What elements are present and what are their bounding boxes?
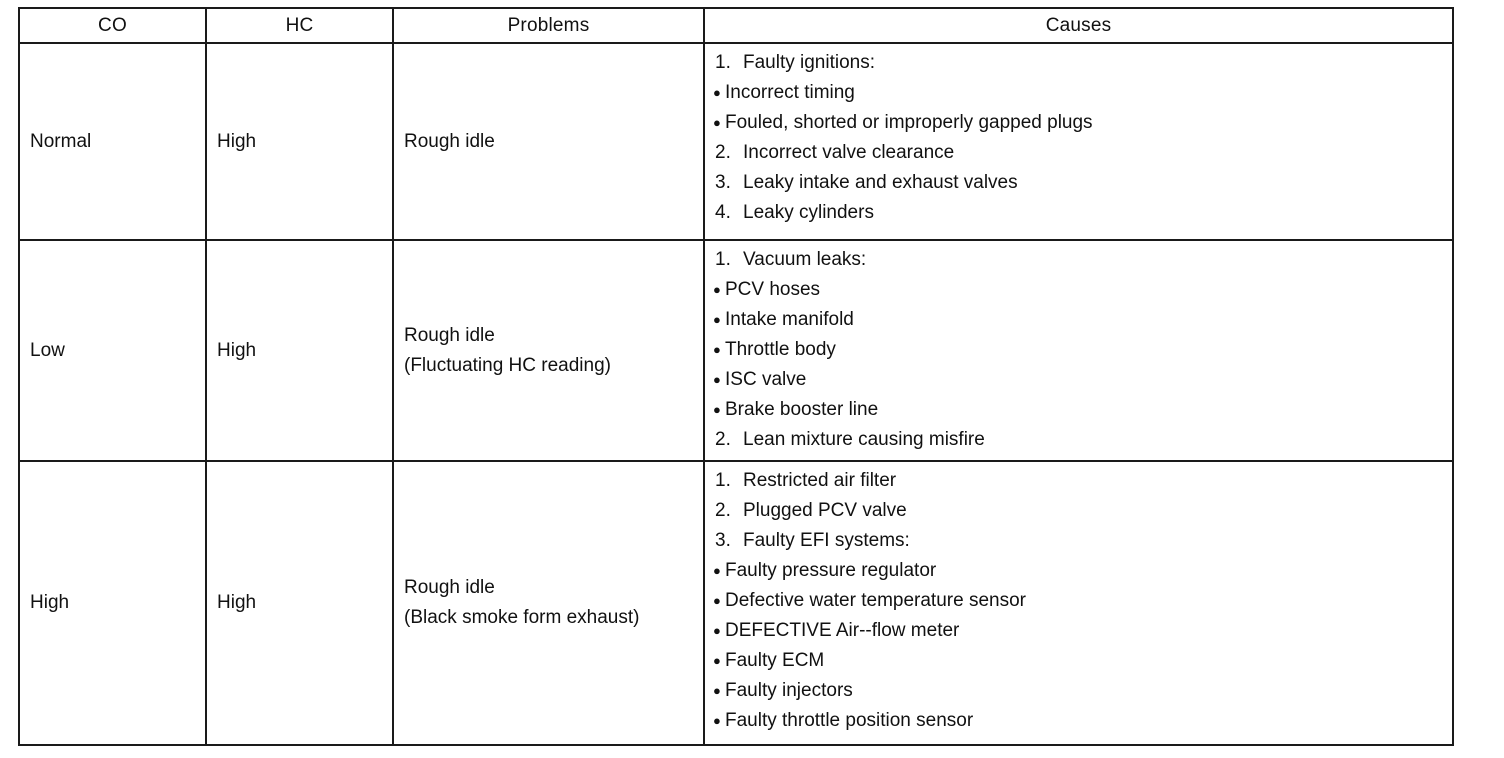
header-causes: Causes	[704, 8, 1453, 43]
cause-bullet-item	[713, 78, 1452, 108]
cause-number: 2.	[715, 142, 731, 163]
bullet-dot-icon: ●	[713, 623, 721, 638]
cause-bullet-item	[713, 616, 1452, 646]
cause-bullet-item	[713, 395, 1452, 425]
causes-cell	[704, 461, 1453, 745]
cause-bullet-item	[713, 305, 1452, 335]
header-row	[19, 8, 1453, 43]
cause-numbered-item	[713, 466, 1452, 496]
bullet-dot-icon: ●	[713, 85, 721, 100]
table-row	[19, 43, 1453, 240]
cause-text: DEFECTIVE Air--flow meter	[725, 620, 960, 641]
cause-bullet-item	[713, 586, 1452, 616]
cause-text: Faulty ECM	[725, 650, 825, 671]
cause-numbered-item	[713, 425, 1452, 455]
cause-text: Brake booster line	[725, 399, 879, 420]
table-row	[19, 240, 1453, 461]
cause-numbered-item	[713, 198, 1452, 228]
cause-number: 1.	[715, 470, 731, 491]
bullet-dot-icon: ●	[713, 282, 721, 297]
cause-text: Lean mixture causing misfire	[743, 429, 985, 450]
cause-bullet-item	[713, 646, 1452, 676]
hc-cell: High	[206, 461, 393, 745]
cause-text: Leaky intake and exhaust valves	[743, 172, 1018, 193]
cause-number: 3.	[715, 172, 731, 193]
bullet-dot-icon: ●	[713, 115, 721, 130]
cause-bullet-item	[713, 556, 1452, 586]
table-body	[19, 43, 1453, 745]
cause-bullet-item	[713, 335, 1452, 365]
cause-text: Faulty ignitions:	[743, 52, 876, 73]
cause-bullet-item	[713, 676, 1452, 706]
cause-text: Leaky cylinders	[743, 202, 874, 223]
bullet-dot-icon: ●	[713, 372, 721, 387]
cause-text: Defective water temperature sensor	[725, 590, 1026, 611]
cause-number: 1.	[715, 52, 731, 73]
causes-cell	[704, 43, 1453, 240]
bullet-dot-icon: ●	[713, 683, 721, 698]
problem-cell	[393, 43, 704, 240]
cause-text: Faulty EFI systems:	[743, 530, 910, 551]
cause-text: Plugged PCV valve	[743, 500, 907, 521]
cause-text: Fouled, shorted or improperly gapped plugs	[725, 112, 1093, 133]
header-co: CO	[19, 8, 206, 43]
cause-numbered-item	[713, 245, 1452, 275]
bullet-dot-icon: ●	[713, 563, 721, 578]
cause-number: 1.	[715, 249, 731, 270]
problem-line: Rough idle	[404, 324, 495, 346]
cause-numbered-item	[713, 168, 1452, 198]
cause-numbered-item	[713, 526, 1452, 556]
cause-text: PCV hoses	[725, 279, 821, 300]
hc-cell: High	[206, 240, 393, 461]
cause-text: Faulty injectors	[725, 680, 853, 701]
problem-line: (Fluctuating HC reading)	[404, 354, 611, 376]
cause-bullet-item	[713, 365, 1452, 395]
cause-text: ISC valve	[725, 369, 807, 390]
cause-text: Restricted air filter	[743, 470, 897, 491]
bullet-dot-icon: ●	[713, 653, 721, 668]
bullet-dot-icon: ●	[713, 342, 721, 357]
cause-bullet-item	[713, 706, 1452, 736]
cause-text: Throttle body	[725, 339, 836, 360]
table-row	[19, 461, 1453, 745]
header-hc: HC	[206, 8, 393, 43]
cause-number: 2.	[715, 429, 731, 450]
bullet-dot-icon: ●	[713, 713, 721, 728]
cause-bullet-item	[713, 108, 1452, 138]
cause-text: Faulty throttle position sensor	[725, 710, 974, 731]
cause-text: Vacuum leaks:	[743, 249, 867, 270]
diagnosis-table	[18, 7, 1454, 746]
bullet-dot-icon: ●	[713, 312, 721, 327]
hc-cell: High	[206, 43, 393, 240]
problem-line: Rough idle	[404, 130, 495, 152]
cause-numbered-item	[713, 48, 1452, 78]
bullet-dot-icon: ●	[713, 402, 721, 417]
problem-cell	[393, 240, 704, 461]
cause-text: Intake manifold	[725, 309, 854, 330]
problem-cell	[393, 461, 704, 745]
cause-numbered-item	[713, 496, 1452, 526]
cause-text: Faulty pressure regulator	[725, 560, 937, 581]
co-cell: Normal	[19, 43, 206, 240]
problem-line: Rough idle	[404, 577, 495, 598]
co-cell: High	[19, 461, 206, 745]
co-cell: Low	[19, 240, 206, 461]
causes-cell	[704, 240, 1453, 461]
cause-number: 2.	[715, 500, 731, 521]
cause-number: 3.	[715, 530, 731, 551]
cause-number: 4.	[715, 202, 731, 223]
cause-text: Incorrect timing	[725, 82, 855, 103]
bullet-dot-icon: ●	[713, 593, 721, 608]
cause-bullet-item	[713, 275, 1452, 305]
cause-text: Incorrect valve clearance	[743, 142, 955, 163]
problem-line: (Black smoke form exhaust)	[404, 607, 640, 628]
cause-numbered-item	[713, 138, 1452, 168]
header-problems: Problems	[393, 8, 704, 43]
